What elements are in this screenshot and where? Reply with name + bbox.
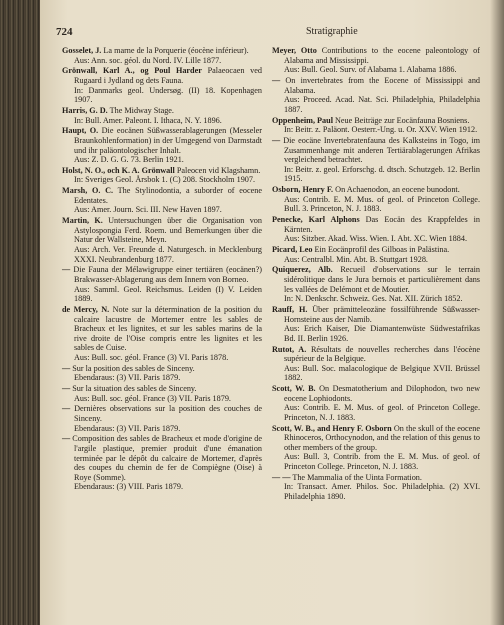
entry-title: Résultats de nouvelles recherches dans l'éocène supérieur de la Belgique. bbox=[284, 344, 480, 364]
entry-source: Ebendaraus: (3) VIII. Paris 1879. bbox=[74, 482, 183, 492]
bibliography-entry bbox=[62, 434, 262, 492]
entry-title: Sur la situation des sables de Sinceny. bbox=[72, 384, 197, 394]
running-title: Stratigraphie bbox=[306, 26, 358, 37]
page-number: 724 bbox=[56, 26, 73, 38]
entry-author: Haupt, O. bbox=[62, 126, 99, 136]
entry-title: Das Eocän des Krappfeldes in Kärnten. bbox=[284, 215, 480, 234]
entry-source: Aus: Sitzber. Akad. Wiss. Wien. I. Abt. XC. Wien 1884. bbox=[284, 234, 467, 244]
entry-author: Osborn, Henry F. bbox=[272, 185, 334, 195]
entry-author: Grönwall, Karl A., og Poul Harder bbox=[62, 66, 202, 76]
entry-title: Note sur la détermination de la position du calcaire lacustre de Mortemer entre les sables de Bracheux et les lignites, et sur les sables marins de la rive droite de l'Oise compris entre les lignites et les sables de Cuise. bbox=[74, 304, 262, 353]
entry-title: Die Fauna der Mélawigruppe einer tertiären (eocänen?) Brakwasser-Ablagerung aus dem Innern von Borneo. bbox=[73, 265, 263, 284]
entry-author: Holst, N. O., och K. A. Grönwall bbox=[62, 165, 175, 175]
entry-source: In: Sveriges Geol. Årsbok 1. (C) 208. Stockholm 1907. bbox=[74, 175, 256, 185]
entry-title: Die eocäne Invertebratenfauna des Kalksteins in Togo, im Zusammenhange mit anderen Tertiärablagerungen Afrikas vergleichend betrachtet. bbox=[283, 135, 481, 165]
entry-author: Rutot, A. bbox=[272, 344, 307, 354]
entry-source: Ebendaraus: (3) VII. Paris 1879. bbox=[74, 423, 181, 433]
entry-source: In: Beitr. z. geol. Erforschg. d. dtsch. Schutzgeb. 12. Berlin 1915. bbox=[284, 164, 480, 184]
entry-author: Meyer, Otto bbox=[272, 46, 317, 55]
entry-author: Penecke, Karl Alphons bbox=[272, 215, 360, 225]
entry-source: Aus: Proceed. Acad. Nat. Sci. Philadelphia, Philadelphia 1887. bbox=[284, 95, 480, 114]
bibliography-entry bbox=[272, 384, 480, 422]
entry-title: Palaeocaen ved Rugaard i Jydland og dets Fauna. bbox=[74, 66, 262, 85]
entry-author: — bbox=[62, 384, 71, 394]
entry-title: Die eocänen Süßwasserablagerungen (Messeler Braunkohlenformation) in der Umgegend von Darmstadt und ihr paläontologischer Inhalt. bbox=[74, 126, 262, 155]
bibliography-entry bbox=[272, 424, 480, 472]
entry-title: On the skull of the eocene Rhinoceros, Orthocynodon, and the relation of this genus to other members of the group. bbox=[284, 423, 481, 452]
entry-title: Contributions to the eocene paleontology of Alabama and Mississippi. bbox=[284, 46, 481, 65]
entry-source: Aus: Bull. soc. géol. France (3) VI. Paris 1878. bbox=[74, 352, 229, 362]
entry-author: Scott, W. B. bbox=[272, 384, 316, 394]
entry-title: The Stylinodontia, a suborder of eocene Edentates. bbox=[74, 186, 262, 205]
entry-author: Scott, W. B., and Henry F. Osborn bbox=[272, 423, 392, 433]
entry-source: Aus: Bull. soc. géol. France (3) VII. Paris 1879. bbox=[74, 393, 231, 403]
entry-author: — bbox=[62, 265, 71, 275]
left-column bbox=[62, 46, 262, 493]
entry-title: The Mammalia of the Uinta Formation. bbox=[292, 472, 422, 482]
entry-author: Picard, Leo bbox=[272, 245, 313, 254]
bibliography-entry bbox=[62, 126, 262, 164]
bibliography-entry bbox=[62, 106, 262, 125]
entry-title: Neue Beiträge zur Eocänfauna Bosniens. bbox=[335, 115, 470, 125]
entry-author: — bbox=[62, 404, 71, 414]
entry-author: — bbox=[272, 135, 281, 145]
entry-source: Aus: Amer. Journ. Sci. III. New Haven 1897. bbox=[74, 205, 222, 215]
bibliography-entry bbox=[62, 66, 262, 104]
entry-source: In: Bull. Amer. Paleont. I. Ithaca, N. Y. 1896. bbox=[74, 115, 222, 125]
entry-author: — bbox=[272, 75, 281, 85]
entry-author: Martin, K. bbox=[62, 216, 103, 226]
entry-source: Aus: Z. D. G. G. 73. Berlin 1921. bbox=[74, 155, 184, 165]
entry-title: Sur la position des sables de Sinceny. bbox=[72, 363, 195, 373]
bibliography-entry bbox=[62, 384, 262, 403]
entry-source: Aus: Arch. Ver. Freunde d. Naturgesch. in Mecklenburg XXXI. Neubrandenburg 1877. bbox=[74, 245, 262, 264]
bibliography-entry bbox=[62, 216, 262, 264]
entry-author: Harris, G. D. bbox=[62, 105, 108, 115]
gutter-shadow bbox=[490, 0, 504, 625]
bibliography-entry bbox=[62, 404, 262, 433]
entry-title: On Achaenodon, an eocene bunodont. bbox=[335, 185, 460, 195]
bibliography-entry bbox=[272, 473, 480, 502]
entry-author: Rauff, H. bbox=[272, 304, 308, 314]
bibliography-entry bbox=[272, 345, 480, 383]
bibliography-entry bbox=[62, 265, 262, 303]
entry-title: The Midway Stage. bbox=[109, 105, 174, 115]
entry-title: Recueil d'observations sur le terrain sidérolitique dans le Jura bernois et particulièrement dans les vallées de Delémont et de Moutier. bbox=[284, 265, 481, 294]
entry-source: Aus: Bull. Geol. Surv. of Alabama 1. Alabama 1886. bbox=[284, 65, 457, 75]
page-header bbox=[56, 26, 484, 40]
bibliography-entry bbox=[272, 245, 480, 264]
book-page bbox=[40, 0, 504, 625]
entry-source: Aus: Bull. Soc. malacologique de Belgique XVII. Brüssel 1882. bbox=[284, 363, 480, 383]
entry-source: In: Transact. Amer. Philos. Soc. Philadelphia. (2) XVI. Philadelphia 1890. bbox=[284, 482, 480, 501]
entry-source: Aus: Contrib. E. M. Mus. of geol. of Princeton College. Princeton, N. J. 1883. bbox=[284, 403, 480, 422]
bibliography-entry bbox=[272, 76, 480, 114]
entry-author: Marsh, O. C. bbox=[62, 186, 114, 196]
entry-author: Oppenheim, Paul bbox=[272, 115, 333, 125]
entry-author: Gosselet, J. bbox=[62, 46, 102, 55]
book-fore-edge bbox=[0, 0, 40, 625]
bibliography-entry bbox=[272, 185, 480, 214]
entry-source: Aus: Centralbl. Min. Abt. B. Stuttgart 1928. bbox=[284, 254, 428, 264]
entry-title: Dernières observations sur la position des couches de Sinceny. bbox=[74, 404, 263, 424]
entry-title: La marne de la Porquerie (éocène inférieur). bbox=[103, 46, 249, 55]
entry-author: de Mercy, N. bbox=[62, 304, 110, 314]
entry-source: Aus: Samml. Geol. Reichsmus. Leiden (I) V. Leiden 1889. bbox=[74, 284, 262, 304]
bibliography-entry bbox=[272, 305, 480, 343]
entry-source: Ebendaraus: (3) VII. Paris 1879. bbox=[74, 373, 181, 383]
bibliography-entry bbox=[272, 265, 480, 303]
entry-title: Composition des sables de Bracheux et mode d'origine de l'argile plastique, premier produit d'une émanation terminée par le dépôt du calcaire de Mortemer, d'après des coupes du chemin de fer de Compiègne (Oise) à Roye (Somme). bbox=[72, 434, 263, 482]
bibliography-entry bbox=[62, 186, 262, 215]
entry-source: In: Beitr. z. Paläont. Oesterr.-Ung. u. Or. XXV. Wien 1912. bbox=[284, 125, 478, 135]
entry-author: — bbox=[62, 434, 71, 444]
entry-title: Paleocen vid Klagshamn. bbox=[176, 165, 261, 175]
bibliography-entry bbox=[272, 136, 480, 184]
entry-source: Aus: Contrib. E. M. Mus. of geol. of Princeton College. Bull. 3. Princeton, N. J. 1883. bbox=[284, 194, 480, 214]
entry-title: On invertebrates from the Eocene of Mississippi and Alabama. bbox=[284, 75, 481, 95]
bibliography-entry bbox=[272, 116, 480, 135]
entry-source: In: N. Denkschr. Schweiz. Ges. Nat. XII. Zürich 1852. bbox=[284, 294, 463, 304]
entry-title: Ein Eocänprofil des Gilboas in Palästina. bbox=[314, 245, 450, 254]
bibliography-entry bbox=[62, 46, 262, 65]
entry-title: On Desmatotherium and Dilophodon, two new eocene Lophiodonts. bbox=[284, 384, 480, 403]
entry-source: Aus: Ann. soc. géol. du Nord. IV. Lille 1877. bbox=[74, 55, 222, 65]
entry-author: Quiquerez, Alb. bbox=[272, 265, 333, 275]
entry-source: In: Danmarks geol. Undersøg. (II) 18. Kopenhagen 1907. bbox=[74, 85, 262, 105]
entry-source: Aus: Erich Kaiser, Die Diamantenwüste Südwestafrikas Bd. II. Berlin 1926. bbox=[284, 324, 480, 343]
entry-author: — bbox=[62, 363, 71, 373]
bibliography-entry bbox=[62, 364, 262, 383]
entry-author: — — bbox=[272, 472, 291, 482]
entry-title: Über prämitteleozäne fossilführende Süßwasser-Hornsteine aus der Namib. bbox=[284, 304, 480, 324]
bibliography-entry bbox=[272, 215, 480, 244]
entry-title: Untersuchungen über die Organisation von Astylospongia Ferd. Roem. und Bemerkungen über die Natur der Wallsteine, Meyn. bbox=[74, 216, 262, 245]
bibliography-entry bbox=[62, 166, 262, 185]
bibliography-entry bbox=[62, 305, 262, 363]
right-column bbox=[272, 46, 480, 503]
bibliography-entry bbox=[272, 46, 480, 75]
entry-source: Aus: Bull. 3, Contrib. from the E. M. Mus. of geol. of Princeton College. Princeton, N. J. 1883. bbox=[284, 452, 480, 471]
